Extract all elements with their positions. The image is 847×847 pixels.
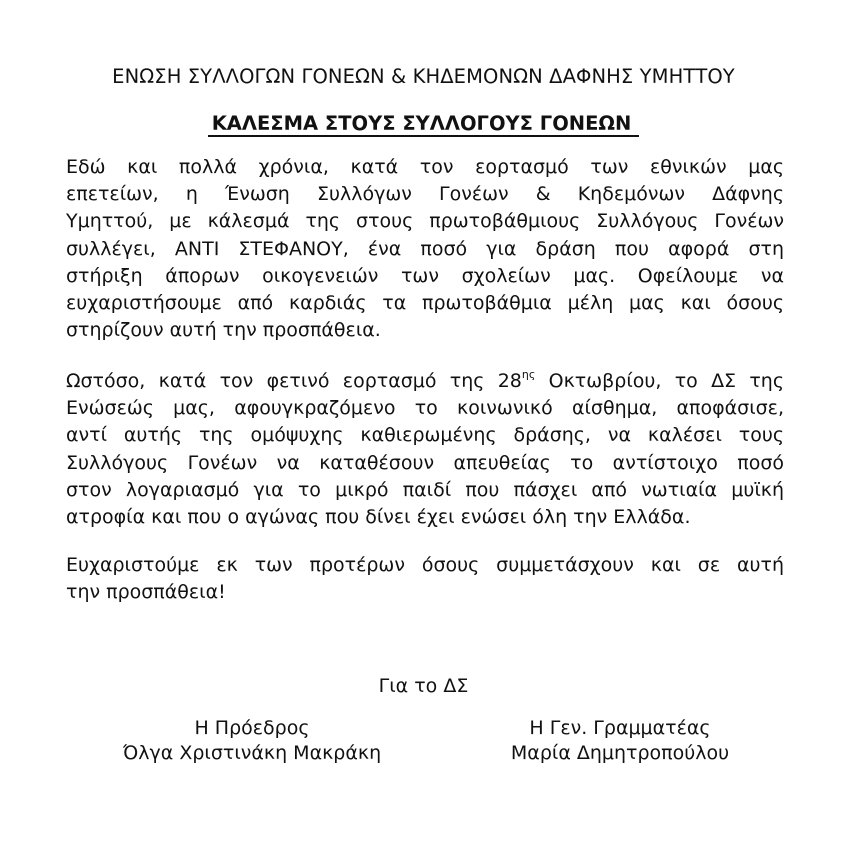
president-role: Η Πρόεδρος [194, 717, 310, 739]
paragraph-3 [66, 552, 784, 606]
paragraph-1-line: συλλέγει, ΑΝΤΙ ΣΤΕΦΑΝΟΥ, ένα ποσό για δράση που αφορά στη [66, 237, 784, 260]
ordinal-suffix: ης [521, 368, 536, 381]
paragraph-3-line: Ευχαριστούμε εκ των προτέρων όσους συμμετάσχουν και σε αυτή [66, 554, 784, 576]
signature-secretary [470, 716, 770, 766]
paragraph-1-line: στηρίζουν αυτή την προσπάθεια. [66, 319, 381, 342]
paragraph-1-line: στήριξη άπορων οικογενειών των σχολείων μας. Οφείλουμε να [66, 264, 784, 287]
document-title [0, 112, 847, 136]
paragraph-1-line: επετείων, η Ένωση Συλλόγων Γονέων & Κηδεμόνων Δάφνης [66, 183, 784, 206]
paragraph-2-line: ατροφία και που ο αγώνας που δίνει έχει ενώσει όλη την Ελλάδα. [66, 506, 691, 529]
paragraph-2-line: Ενώσεώς μας, αφουγκραζόμενο το κοινωνικό αίσθημα, αποφάσισε, [66, 397, 784, 420]
paragraph-1-line: Εδώ και πολλά χρόνια, κατά τον εορτασμό των εθνικών μας [66, 156, 784, 178]
organization-heading: ΕΝΩΣΗ ΣΥΛΛΟΓΩΝ ΓΟΝΕΩΝ & ΚΗΔΕΜΟΝΩΝ ΔΑΦΝΗΣ ΥΜΗΤΤΟΥ [112, 65, 735, 88]
paragraph-2-line1-end: Οκτωβρίου, το ΔΣ της [535, 370, 784, 392]
paragraph-2-line: Συλλόγους Γονέων να καταθέσουν απευθείας το αντίστοιχο ποσό [66, 451, 784, 474]
signature-president [102, 716, 402, 766]
paragraph-1-line: ευχαριστήσουμε από καρδιάς τα πρωτοβάθμια μέλη μας και όσους [66, 292, 784, 315]
for-board-label: Για το ΔΣ [378, 675, 469, 697]
paragraph-2-line: στον λογαριασμό για το μικρό παιδί που πάσχει από νωτιαία μυϊκή [66, 478, 784, 501]
paragraph-2-line1-start: Ωστόσο, κατά τον φετινό εορτασμό της 28 [66, 370, 522, 392]
document-title-text: ΚΑΛΕΣΜΑ ΣΤΟΥΣ ΣΥΛΛΟΓΟΥΣ ΓΟΝΕΩΝ [208, 112, 640, 137]
paragraph-1-line: Υμηττού, με κάλεσμά της στους πρωτοβάθμιους Συλλόγους Γονέων [66, 210, 784, 233]
secretary-role: Η Γεν. Γραμματέας [529, 717, 711, 739]
secretary-name: Μαρία Δημητροπούλου [510, 742, 730, 764]
paragraph-3-line: την προσπάθεια! [66, 581, 226, 604]
paragraph-1 [66, 154, 784, 344]
paragraph-2-line: αντί αυτής της ομόψυχης καθιερωμένης δράσης, να καλέσει τους [66, 424, 784, 447]
paragraph-2 [66, 368, 784, 531]
paragraph-2-line [66, 368, 784, 395]
president-name: Όλγα Χριστινάκη Μακράκη [122, 742, 382, 764]
